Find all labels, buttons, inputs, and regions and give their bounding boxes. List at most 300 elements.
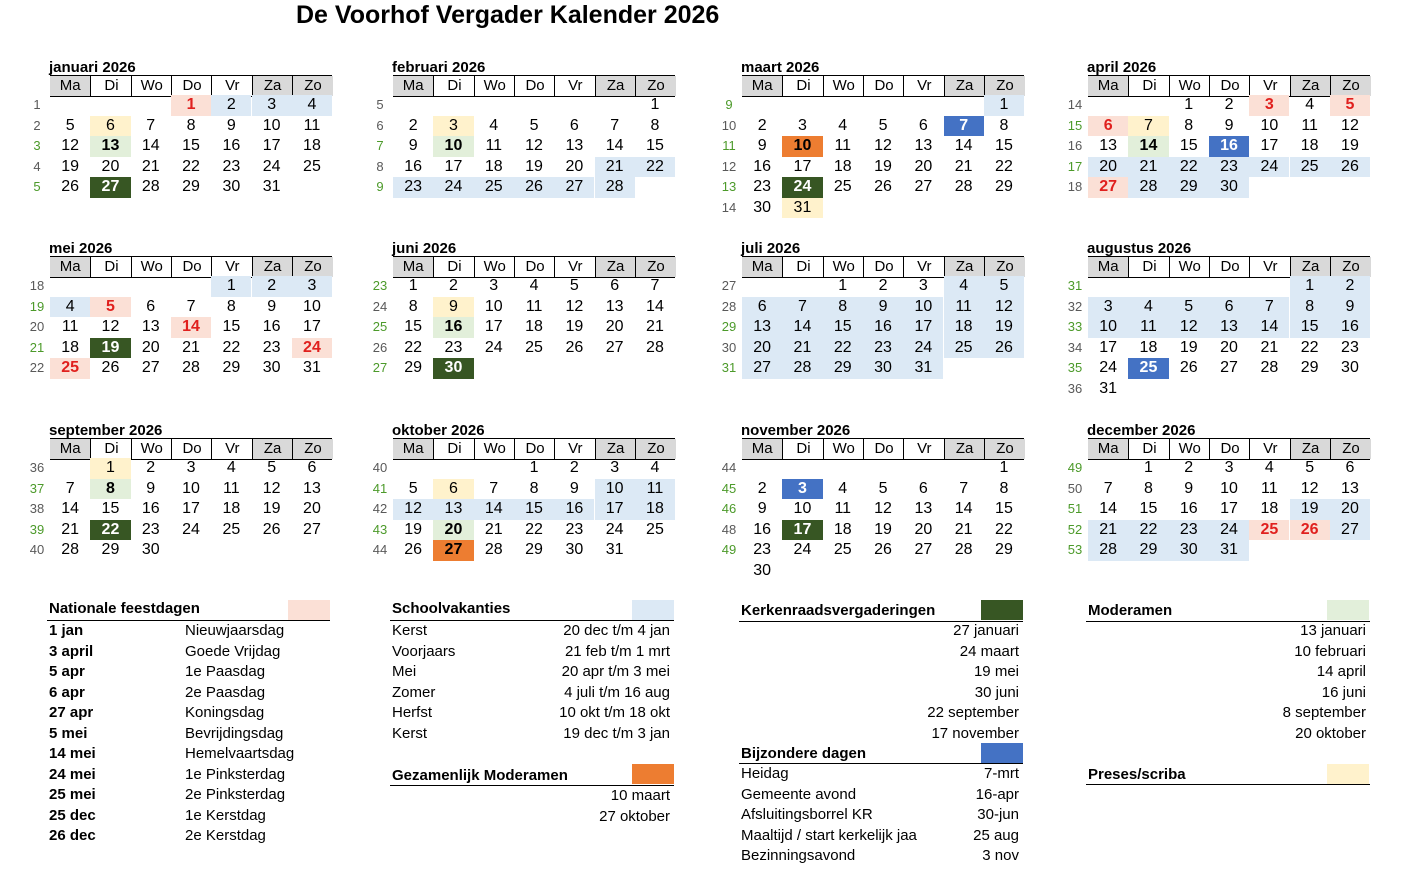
- day-cell[interactable]: 14: [1128, 136, 1168, 157]
- day-cell[interactable]: 21: [646, 318, 664, 335]
- day-cell[interactable]: 23: [753, 178, 772, 195]
- day-cell[interactable]: 22: [90, 520, 130, 541]
- day-cell[interactable]: 25: [833, 541, 852, 558]
- day-cell[interactable]: 18: [1260, 500, 1279, 517]
- day-cell[interactable]: 13: [141, 318, 160, 335]
- day-cell[interactable]: 28: [1128, 177, 1168, 198]
- day-cell[interactable]: 28: [484, 541, 503, 558]
- day-cell[interactable]: 17: [484, 318, 503, 335]
- day-cell[interactable]: 8: [226, 297, 236, 315]
- day-cell[interactable]: 16: [1179, 500, 1198, 517]
- day-cell[interactable]: 27: [914, 178, 933, 195]
- day-cell[interactable]: 22: [995, 157, 1013, 175]
- day-cell[interactable]: 17: [782, 520, 822, 541]
- day-cell[interactable]: 2: [757, 479, 767, 497]
- day-cell[interactable]: 15: [1179, 137, 1198, 154]
- day-cell[interactable]: 16: [554, 499, 594, 520]
- day-cell[interactable]: 26: [984, 338, 1024, 359]
- day-cell[interactable]: 8: [1184, 116, 1194, 134]
- day-cell[interactable]: 16: [1330, 317, 1370, 338]
- day-cell[interactable]: 2: [146, 459, 156, 476]
- day-cell[interactable]: 3: [610, 459, 620, 476]
- day-cell[interactable]: 16: [141, 500, 160, 517]
- day-cell[interactable]: 2: [878, 277, 888, 294]
- day-cell[interactable]: 14: [474, 499, 514, 520]
- day-cell[interactable]: 4: [838, 116, 848, 134]
- day-cell[interactable]: 29: [1128, 540, 1168, 561]
- day-cell[interactable]: 10: [1220, 479, 1238, 497]
- day-cell[interactable]: 20: [1220, 338, 1238, 356]
- day-cell[interactable]: 3: [292, 276, 332, 297]
- day-cell[interactable]: 12: [984, 297, 1024, 318]
- day-cell[interactable]: 20: [141, 338, 160, 356]
- day-cell[interactable]: 26: [262, 520, 281, 538]
- day-cell[interactable]: 1: [529, 459, 539, 476]
- day-cell[interactable]: 27: [303, 520, 321, 538]
- day-cell[interactable]: 3: [433, 116, 473, 137]
- day-cell[interactable]: 21: [61, 520, 80, 538]
- day-cell[interactable]: 20: [1088, 157, 1128, 178]
- day-cell[interactable]: 30: [262, 359, 281, 376]
- day-cell[interactable]: 21: [1088, 520, 1128, 541]
- day-cell[interactable]: 10: [782, 136, 822, 157]
- day-cell[interactable]: 22: [823, 338, 863, 359]
- day-cell[interactable]: 29: [995, 178, 1013, 195]
- day-cell[interactable]: 19: [61, 157, 80, 175]
- day-cell[interactable]: 5: [529, 116, 539, 134]
- day-cell[interactable]: 31: [782, 198, 822, 219]
- day-cell[interactable]: 18: [635, 499, 675, 520]
- day-cell[interactable]: 1: [1290, 276, 1330, 297]
- day-cell[interactable]: 12: [262, 479, 281, 497]
- day-cell[interactable]: 22: [182, 157, 200, 175]
- day-cell[interactable]: 1: [650, 96, 660, 113]
- day-cell[interactable]: 27: [90, 177, 130, 198]
- day-cell[interactable]: 23: [444, 338, 463, 356]
- day-cell[interactable]: 24: [433, 177, 473, 198]
- day-cell[interactable]: 18: [833, 520, 852, 538]
- day-cell[interactable]: 4: [529, 277, 539, 294]
- day-cell[interactable]: 15: [1290, 317, 1330, 338]
- day-cell[interactable]: 29: [995, 541, 1013, 558]
- day-cell[interactable]: 1: [984, 95, 1024, 116]
- day-cell[interactable]: 7: [610, 116, 620, 134]
- day-cell[interactable]: 26: [1179, 359, 1198, 376]
- day-cell[interactable]: 20: [914, 157, 933, 175]
- day-cell[interactable]: 9: [433, 297, 473, 318]
- day-cell[interactable]: 11: [1128, 317, 1168, 338]
- day-cell[interactable]: 11: [1301, 116, 1318, 134]
- day-cell[interactable]: 24: [1099, 359, 1118, 376]
- day-cell[interactable]: 8: [1290, 297, 1330, 318]
- day-cell[interactable]: 21: [182, 338, 200, 356]
- day-cell[interactable]: 17: [303, 318, 321, 335]
- day-cell[interactable]: 5: [878, 116, 888, 134]
- day-cell[interactable]: 28: [954, 541, 973, 558]
- day-cell[interactable]: 13: [914, 137, 933, 154]
- day-cell[interactable]: 18: [525, 318, 543, 335]
- day-cell[interactable]: 28: [595, 177, 635, 198]
- day-cell[interactable]: 29: [525, 541, 543, 558]
- day-cell[interactable]: 23: [1169, 520, 1209, 541]
- day-cell[interactable]: 16: [1209, 136, 1249, 157]
- day-cell[interactable]: 5: [65, 116, 75, 134]
- day-cell[interactable]: 27: [554, 177, 594, 198]
- day-cell[interactable]: 11: [485, 137, 503, 154]
- day-cell[interactable]: 16: [753, 520, 772, 538]
- day-cell[interactable]: 16: [262, 318, 281, 335]
- day-cell[interactable]: 19: [984, 317, 1024, 338]
- day-cell[interactable]: 26: [565, 338, 584, 356]
- day-cell[interactable]: 18: [944, 317, 984, 338]
- day-cell[interactable]: 24: [793, 541, 812, 558]
- day-cell[interactable]: 17: [595, 499, 635, 520]
- day-cell[interactable]: 21: [484, 520, 503, 538]
- day-cell[interactable]: 18: [1300, 137, 1319, 154]
- day-cell[interactable]: 22: [1169, 157, 1209, 178]
- day-cell[interactable]: 25: [1290, 157, 1330, 178]
- day-cell[interactable]: 1: [171, 95, 211, 116]
- day-cell[interactable]: 19: [90, 338, 130, 359]
- day-cell[interactable]: 31: [1209, 540, 1249, 561]
- day-cell[interactable]: 1: [999, 459, 1009, 476]
- day-cell[interactable]: 12: [525, 137, 543, 154]
- day-cell[interactable]: 2: [252, 276, 292, 297]
- day-cell[interactable]: 10: [1088, 317, 1128, 338]
- day-cell[interactable]: 24: [605, 520, 624, 538]
- day-cell[interactable]: 15: [995, 137, 1013, 154]
- day-cell[interactable]: 8: [186, 116, 196, 134]
- day-cell[interactable]: 9: [757, 137, 767, 154]
- day-cell[interactable]: 29: [823, 358, 863, 379]
- day-cell[interactable]: 22: [1300, 338, 1319, 356]
- day-cell[interactable]: 20: [101, 157, 120, 175]
- day-cell[interactable]: 29: [1300, 359, 1319, 376]
- day-cell[interactable]: 2: [1224, 96, 1234, 113]
- day-cell[interactable]: 9: [146, 479, 156, 497]
- day-cell[interactable]: 15: [646, 137, 664, 154]
- day-cell[interactable]: 9: [226, 116, 236, 134]
- day-cell[interactable]: 5: [90, 297, 130, 318]
- day-cell[interactable]: 27: [742, 358, 782, 379]
- day-cell[interactable]: 21: [954, 520, 973, 538]
- day-cell[interactable]: 7: [186, 297, 196, 315]
- day-cell[interactable]: 1: [1184, 96, 1194, 113]
- day-cell[interactable]: 6: [610, 277, 620, 294]
- day-cell[interactable]: 24: [1209, 520, 1249, 541]
- day-cell[interactable]: 9: [1224, 116, 1234, 134]
- day-cell[interactable]: 30: [1169, 540, 1209, 561]
- day-cell[interactable]: 13: [565, 137, 584, 154]
- day-cell[interactable]: 28: [954, 178, 973, 195]
- day-cell[interactable]: 8: [999, 479, 1009, 497]
- day-cell[interactable]: 1: [838, 277, 848, 294]
- day-cell[interactable]: 3: [1088, 297, 1128, 318]
- day-cell[interactable]: 25: [474, 177, 514, 198]
- day-cell[interactable]: 30: [753, 561, 772, 579]
- day-cell[interactable]: 6: [90, 116, 130, 137]
- day-cell[interactable]: 11: [303, 116, 321, 134]
- day-cell[interactable]: 13: [914, 500, 933, 517]
- day-cell[interactable]: 6: [433, 479, 473, 500]
- day-cell[interactable]: 11: [944, 297, 984, 318]
- day-cell[interactable]: 19: [1290, 499, 1330, 520]
- day-cell[interactable]: 20: [433, 520, 473, 541]
- day-cell[interactable]: 21: [141, 157, 160, 175]
- day-cell[interactable]: 4: [1305, 96, 1315, 113]
- day-cell[interactable]: 12: [393, 499, 433, 520]
- day-cell[interactable]: 10: [262, 116, 281, 134]
- day-cell[interactable]: 22: [1128, 520, 1168, 541]
- day-cell[interactable]: 14: [646, 297, 664, 315]
- day-cell[interactable]: 19: [1179, 338, 1198, 356]
- day-cell[interactable]: 17: [903, 317, 943, 338]
- day-cell[interactable]: 6: [569, 116, 579, 134]
- day-cell[interactable]: 19: [874, 157, 892, 175]
- day-cell[interactable]: 4: [944, 276, 984, 297]
- day-cell[interactable]: 26: [101, 359, 120, 376]
- day-cell[interactable]: 16: [863, 317, 903, 338]
- day-cell[interactable]: 8: [823, 297, 863, 318]
- day-cell[interactable]: 27: [914, 541, 933, 558]
- day-cell[interactable]: 23: [863, 338, 903, 359]
- day-cell[interactable]: 13: [303, 479, 321, 497]
- day-cell[interactable]: 5: [878, 479, 888, 497]
- day-cell[interactable]: 14: [782, 317, 822, 338]
- day-cell[interactable]: 15: [222, 318, 241, 335]
- day-cell[interactable]: 24: [903, 338, 943, 359]
- day-cell[interactable]: 3: [782, 479, 822, 500]
- day-cell[interactable]: 21: [782, 338, 822, 359]
- day-cell[interactable]: 20: [1330, 499, 1370, 520]
- day-cell[interactable]: 18: [61, 338, 80, 356]
- day-cell[interactable]: 8: [999, 116, 1009, 134]
- day-cell[interactable]: 2: [211, 95, 251, 116]
- day-cell[interactable]: 25: [1128, 358, 1168, 379]
- day-cell[interactable]: 19: [404, 520, 423, 538]
- day-cell[interactable]: 4: [1264, 459, 1274, 476]
- day-cell[interactable]: 19: [565, 318, 584, 335]
- day-cell[interactable]: 21: [595, 157, 635, 178]
- day-cell[interactable]: 18: [1139, 338, 1158, 356]
- day-cell[interactable]: 8: [650, 116, 660, 134]
- day-cell[interactable]: 30: [222, 178, 241, 195]
- day-cell[interactable]: 3: [918, 277, 928, 294]
- day-cell[interactable]: 15: [404, 318, 423, 335]
- day-cell[interactable]: 31: [303, 359, 321, 376]
- day-cell[interactable]: 31: [262, 178, 281, 195]
- day-cell[interactable]: 5: [569, 277, 579, 294]
- day-cell[interactable]: 27: [141, 359, 160, 376]
- day-cell[interactable]: 10: [793, 500, 812, 517]
- day-cell[interactable]: 17: [1099, 338, 1118, 356]
- day-cell[interactable]: 22: [404, 338, 423, 356]
- day-cell[interactable]: 6: [146, 297, 156, 315]
- day-cell[interactable]: 17: [262, 137, 281, 154]
- day-cell[interactable]: 15: [514, 499, 554, 520]
- day-cell[interactable]: 2: [448, 277, 458, 294]
- day-cell[interactable]: 29: [404, 359, 423, 376]
- day-cell[interactable]: 11: [223, 479, 240, 497]
- day-cell[interactable]: 30: [863, 358, 903, 379]
- day-cell[interactable]: 5: [408, 479, 418, 497]
- day-cell[interactable]: 9: [1184, 479, 1194, 497]
- day-cell[interactable]: 5: [1305, 459, 1315, 476]
- day-cell[interactable]: 9: [863, 297, 903, 318]
- day-cell[interactable]: 2: [408, 116, 418, 134]
- day-cell[interactable]: 3: [489, 277, 499, 294]
- day-cell[interactable]: 22: [525, 520, 543, 538]
- day-cell[interactable]: 23: [1209, 157, 1249, 178]
- day-cell[interactable]: 14: [61, 500, 80, 517]
- day-cell[interactable]: 28: [782, 358, 822, 379]
- day-cell[interactable]: 11: [635, 479, 675, 500]
- day-cell[interactable]: 21: [1260, 338, 1279, 356]
- day-cell[interactable]: 21: [954, 157, 973, 175]
- day-cell[interactable]: 8: [529, 479, 539, 497]
- day-cell[interactable]: 20: [605, 318, 624, 335]
- day-cell[interactable]: 28: [61, 541, 80, 558]
- day-cell[interactable]: 15: [995, 500, 1013, 517]
- day-cell[interactable]: 4: [1128, 297, 1168, 318]
- day-cell[interactable]: 31: [1099, 379, 1118, 397]
- day-cell[interactable]: 10: [484, 297, 503, 315]
- day-cell[interactable]: 11: [1261, 479, 1278, 497]
- day-cell[interactable]: 13: [742, 317, 782, 338]
- day-cell[interactable]: 21: [1128, 157, 1168, 178]
- day-cell[interactable]: 19: [525, 157, 543, 175]
- day-cell[interactable]: 20: [914, 520, 933, 538]
- day-cell[interactable]: 12: [1300, 479, 1319, 497]
- day-cell[interactable]: 28: [182, 359, 200, 376]
- day-cell[interactable]: 4: [650, 459, 660, 476]
- day-cell[interactable]: 20: [303, 500, 321, 517]
- day-cell[interactable]: 26: [874, 178, 892, 195]
- day-cell[interactable]: 17: [1260, 137, 1279, 154]
- day-cell[interactable]: 7: [65, 479, 75, 497]
- day-cell[interactable]: 3: [252, 95, 292, 116]
- day-cell[interactable]: 23: [222, 157, 241, 175]
- day-cell[interactable]: 28: [1088, 540, 1128, 561]
- day-cell[interactable]: 4: [489, 116, 499, 134]
- day-cell[interactable]: 27: [1220, 359, 1238, 376]
- day-cell[interactable]: 7: [959, 479, 969, 497]
- day-cell[interactable]: 30: [141, 541, 160, 558]
- day-cell[interactable]: 12: [874, 500, 892, 517]
- day-cell[interactable]: 29: [101, 541, 120, 558]
- day-cell[interactable]: 6: [1345, 459, 1355, 476]
- day-cell[interactable]: 23: [393, 177, 433, 198]
- day-cell[interactable]: 6: [918, 116, 928, 134]
- day-cell[interactable]: 10: [903, 297, 943, 318]
- day-cell[interactable]: 20: [742, 338, 782, 359]
- day-cell[interactable]: 1: [90, 458, 130, 479]
- day-cell[interactable]: 9: [267, 297, 277, 315]
- day-cell[interactable]: 18: [222, 500, 241, 517]
- day-cell[interactable]: 25: [303, 157, 321, 175]
- day-cell[interactable]: 22: [222, 338, 241, 356]
- day-cell[interactable]: 14: [954, 500, 973, 517]
- day-cell[interactable]: 6: [1209, 297, 1249, 318]
- day-cell[interactable]: 19: [262, 500, 281, 517]
- day-cell[interactable]: 17: [793, 157, 812, 175]
- day-cell[interactable]: 24: [182, 520, 200, 538]
- day-cell[interactable]: 31: [605, 541, 624, 558]
- day-cell[interactable]: 23: [262, 338, 281, 356]
- day-cell[interactable]: 25: [833, 178, 852, 195]
- day-cell[interactable]: 24: [262, 157, 281, 175]
- day-cell[interactable]: 29: [222, 359, 241, 376]
- day-cell[interactable]: 14: [954, 137, 973, 154]
- day-cell[interactable]: 12: [565, 297, 584, 315]
- day-cell[interactable]: 12: [101, 318, 120, 335]
- day-cell[interactable]: 6: [742, 297, 782, 318]
- day-cell[interactable]: 3: [1249, 95, 1289, 116]
- day-cell[interactable]: 23: [1341, 338, 1359, 356]
- day-cell[interactable]: 9: [408, 137, 418, 154]
- day-cell[interactable]: 17: [444, 157, 463, 175]
- day-cell[interactable]: 15: [1139, 500, 1158, 517]
- day-cell[interactable]: 17: [182, 500, 200, 517]
- day-cell[interactable]: 25: [646, 520, 664, 538]
- day-cell[interactable]: 14: [141, 137, 160, 154]
- day-cell[interactable]: 30: [1341, 359, 1359, 376]
- day-cell[interactable]: 19: [1341, 137, 1359, 154]
- day-cell[interactable]: 6: [918, 479, 928, 497]
- day-cell[interactable]: 17: [1220, 500, 1238, 517]
- day-cell[interactable]: 26: [514, 177, 554, 198]
- day-cell[interactable]: 24: [782, 177, 822, 198]
- day-cell[interactable]: 15: [823, 317, 863, 338]
- day-cell[interactable]: 25: [525, 338, 543, 356]
- day-cell[interactable]: 24: [292, 338, 332, 359]
- day-cell[interactable]: 15: [182, 137, 200, 154]
- day-cell[interactable]: 28: [1260, 359, 1279, 376]
- day-cell[interactable]: 27: [605, 338, 624, 356]
- day-cell[interactable]: 18: [303, 137, 321, 154]
- day-cell[interactable]: 19: [874, 520, 892, 538]
- day-cell[interactable]: 10: [433, 136, 473, 157]
- day-cell[interactable]: 12: [1341, 116, 1359, 134]
- day-cell[interactable]: 26: [1290, 520, 1330, 541]
- day-cell[interactable]: 1: [211, 276, 251, 297]
- day-cell[interactable]: 30: [1209, 177, 1249, 198]
- day-cell[interactable]: 8: [408, 297, 418, 315]
- day-cell[interactable]: 7: [489, 479, 499, 497]
- day-cell[interactable]: 13: [605, 297, 624, 315]
- day-cell[interactable]: 10: [182, 479, 200, 497]
- day-cell[interactable]: 2: [1184, 459, 1194, 476]
- day-cell[interactable]: 24: [484, 338, 503, 356]
- day-cell[interactable]: 22: [635, 157, 675, 178]
- day-cell[interactable]: 15: [101, 500, 120, 517]
- day-cell[interactable]: 16: [753, 157, 772, 175]
- day-cell[interactable]: 3: [797, 116, 807, 134]
- day-cell[interactable]: 23: [141, 520, 160, 538]
- day-cell[interactable]: 7: [1103, 479, 1113, 497]
- day-cell[interactable]: 16: [433, 317, 473, 338]
- day-cell[interactable]: 24: [1249, 157, 1289, 178]
- day-cell[interactable]: 27: [1088, 177, 1128, 198]
- day-cell[interactable]: 13: [1099, 137, 1118, 154]
- day-cell[interactable]: 6: [1088, 116, 1128, 137]
- day-cell[interactable]: 10: [303, 297, 321, 315]
- day-cell[interactable]: 5: [267, 459, 277, 476]
- day-cell[interactable]: 29: [1169, 177, 1209, 198]
- day-cell[interactable]: 13: [90, 136, 130, 157]
- day-cell[interactable]: 9: [1330, 297, 1370, 318]
- day-cell[interactable]: 26: [1330, 157, 1370, 178]
